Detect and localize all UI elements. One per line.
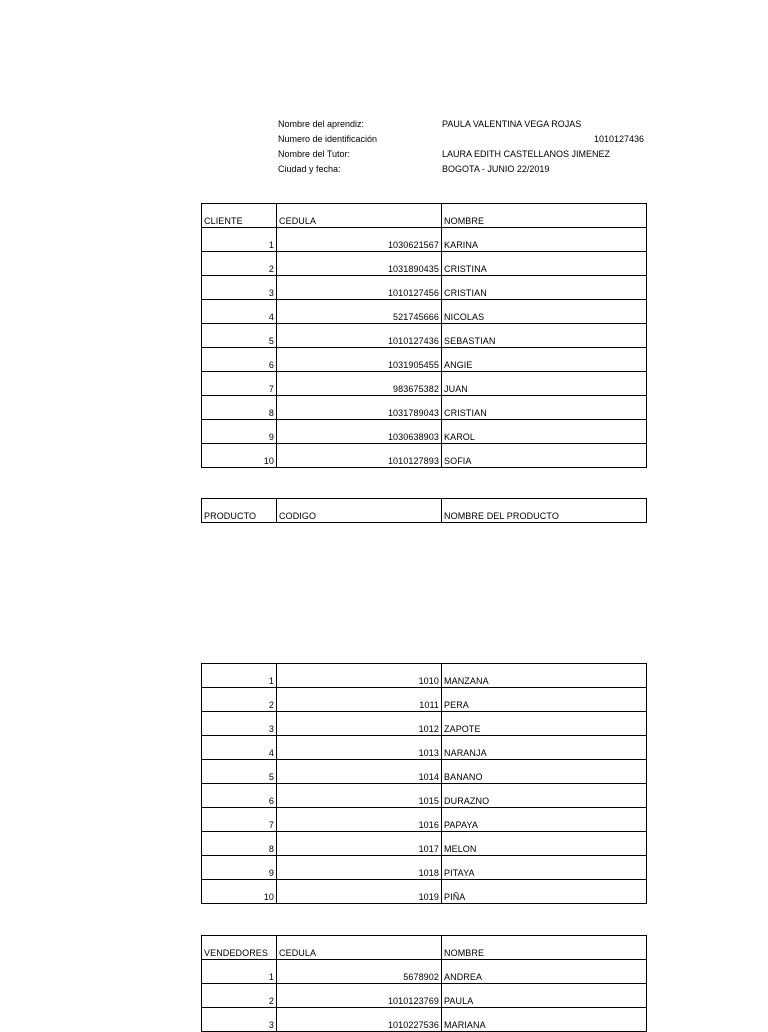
row-number-cell: 1010127456	[277, 276, 442, 300]
value-aprendiz: PAULA VALENTINA VEGA ROJAS	[442, 119, 582, 129]
row-number-cell: 1017	[277, 832, 442, 856]
table-row	[202, 420, 647, 444]
row-number-cell: 1030638903	[277, 420, 442, 444]
row-index-cell: 5	[202, 324, 277, 348]
table-row	[202, 300, 647, 324]
clientes-table	[201, 203, 647, 468]
row-name-cell: SEBASTIAN	[442, 324, 647, 348]
value-tutor: LAURA EDITH CASTELLANOS JIMENEZ	[442, 149, 611, 159]
row-name-cell: SOFIA	[442, 444, 647, 468]
table-row	[202, 832, 647, 856]
row-name-cell: MARIANA	[442, 1008, 647, 1032]
row-index-cell: 4	[202, 300, 277, 324]
column-header: CEDULA	[277, 204, 442, 228]
info-row-identificacion	[278, 132, 648, 147]
row-name-cell: MELON	[442, 832, 647, 856]
table-header-row	[202, 204, 647, 228]
row-name-cell: ZAPOTE	[442, 712, 647, 736]
row-index-cell: 1	[202, 960, 277, 984]
value-ciudad-fecha: BOGOTA - JUNIO 22/2019	[442, 164, 550, 174]
label-identificacion: Numero de identificación	[278, 134, 378, 144]
column-header: CLIENTE	[202, 204, 277, 228]
row-number-cell: 1018	[277, 856, 442, 880]
column-header: CODIGO	[277, 499, 442, 523]
row-index-cell: 1	[202, 664, 277, 688]
row-name-cell: KAROL	[442, 420, 647, 444]
row-index-cell: 1	[202, 228, 277, 252]
table-row	[202, 1008, 647, 1032]
row-name-cell: PITAYA	[442, 856, 647, 880]
row-name-cell: PERA	[442, 688, 647, 712]
row-name-cell: JUAN	[442, 372, 647, 396]
row-index-cell: 4	[202, 736, 277, 760]
value-identificacion: 1010127436	[593, 134, 644, 144]
row-index-cell: 2	[202, 688, 277, 712]
row-name-cell: KARINA	[442, 228, 647, 252]
row-number-cell: 521745666	[277, 300, 442, 324]
row-number-cell: 1010227536	[277, 1008, 442, 1032]
row-number-cell: 1016	[277, 808, 442, 832]
row-name-cell: ANGIE	[442, 348, 647, 372]
student-info	[278, 117, 648, 177]
row-name-cell: PAULA	[442, 984, 647, 1008]
table-row	[202, 984, 647, 1008]
row-index-cell: 3	[202, 276, 277, 300]
row-name-cell: BANANO	[442, 760, 647, 784]
row-name-cell: PIÑA	[442, 880, 647, 904]
row-number-cell: 1015	[277, 784, 442, 808]
row-index-cell: 6	[202, 348, 277, 372]
row-number-cell: 1030621567	[277, 228, 442, 252]
row-index-cell: 8	[202, 832, 277, 856]
table-header-row	[202, 936, 647, 960]
table-row	[202, 712, 647, 736]
table-row	[202, 228, 647, 252]
vendedores-table	[201, 935, 647, 1032]
table-row	[202, 960, 647, 984]
table-row	[202, 688, 647, 712]
row-index-cell: 9	[202, 856, 277, 880]
column-header: PRODUCTO	[202, 499, 277, 523]
table-row	[202, 372, 647, 396]
row-index-cell: 3	[202, 1008, 277, 1032]
row-index-cell: 8	[202, 396, 277, 420]
table-row	[202, 784, 647, 808]
row-number-cell: 1013	[277, 736, 442, 760]
table-row	[202, 736, 647, 760]
table-header-row	[202, 499, 647, 523]
column-header: VENDEDORES	[202, 936, 277, 960]
row-number-cell: 1031789043	[277, 396, 442, 420]
row-number-cell: 1010127893	[277, 444, 442, 468]
row-number-cell: 1010	[277, 664, 442, 688]
row-name-cell: CRISTINA	[442, 252, 647, 276]
row-number-cell: 1012	[277, 712, 442, 736]
table-row	[202, 808, 647, 832]
row-name-cell: DURAZNO	[442, 784, 647, 808]
label-ciudad-fecha: Ciudad y fecha:	[278, 164, 341, 174]
row-name-cell: NICOLAS	[442, 300, 647, 324]
row-number-cell: 1011	[277, 688, 442, 712]
column-header: NOMBRE DEL PRODUCTO	[442, 499, 647, 523]
row-index-cell: 10	[202, 444, 277, 468]
row-name-cell: ANDREA	[442, 960, 647, 984]
row-index-cell: 9	[202, 420, 277, 444]
column-header: NOMBRE	[442, 204, 647, 228]
table-row	[202, 664, 647, 688]
table-row	[202, 348, 647, 372]
row-number-cell: 1010127436	[277, 324, 442, 348]
info-row-tutor	[278, 147, 648, 162]
table-row	[202, 324, 647, 348]
row-number-cell: 5678902	[277, 960, 442, 984]
row-index-cell: 3	[202, 712, 277, 736]
row-index-cell: 2	[202, 984, 277, 1008]
table-row	[202, 276, 647, 300]
row-index-cell: 5	[202, 760, 277, 784]
row-index-cell: 10	[202, 880, 277, 904]
productos-table	[201, 663, 647, 904]
row-number-cell: 1019	[277, 880, 442, 904]
row-number-cell: 983675382	[277, 372, 442, 396]
label-tutor: Nombre del Tutor:	[278, 149, 351, 159]
info-row-ciudad-fecha	[278, 162, 648, 177]
info-row-aprendiz	[278, 117, 648, 132]
column-header: CEDULA	[277, 936, 442, 960]
row-number-cell: 1031905455	[277, 348, 442, 372]
row-name-cell: PAPAYA	[442, 808, 647, 832]
table-row	[202, 252, 647, 276]
row-number-cell: 1014	[277, 760, 442, 784]
row-name-cell: CRISTIAN	[442, 396, 647, 420]
table-row	[202, 396, 647, 420]
row-name-cell: NARANJA	[442, 736, 647, 760]
row-index-cell: 7	[202, 372, 277, 396]
row-name-cell: CRISTIAN	[442, 276, 647, 300]
productos-header-table	[201, 498, 647, 523]
row-index-cell: 7	[202, 808, 277, 832]
table-row	[202, 760, 647, 784]
table-row	[202, 880, 647, 904]
table-row	[202, 444, 647, 468]
row-number-cell: 1031890435	[277, 252, 442, 276]
table-row	[202, 856, 647, 880]
row-number-cell: 1010123769	[277, 984, 442, 1008]
label-aprendiz: Nombre del aprendiz:	[278, 119, 365, 129]
row-index-cell: 6	[202, 784, 277, 808]
column-header: NOMBRE	[442, 936, 647, 960]
row-index-cell: 2	[202, 252, 277, 276]
row-name-cell: MANZANA	[442, 664, 647, 688]
